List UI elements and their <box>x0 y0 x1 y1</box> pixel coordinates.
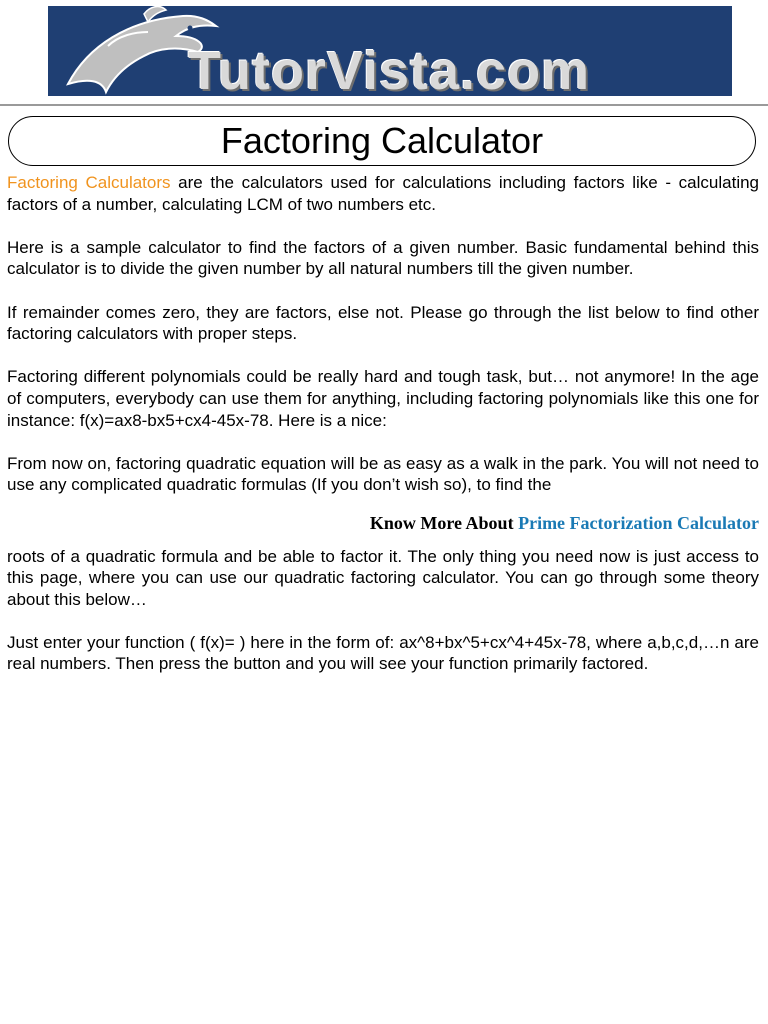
paragraph-5: roots of a quadratic formula and be able to factor it. The only thing you need now is just access to this page, where you can use our quadratic factoring calculator. You can go through some theory about this below… <box>7 546 759 609</box>
paragraph-4: From now on, factoring quadratic equation will be as easy as a walk in the park. You will not need to use any complicated quadratic formulas (If you don’t wish so), to find the <box>7 453 759 495</box>
prime-factorization-link[interactable]: Prime Factorization Calculator <box>518 512 759 533</box>
paragraph-1: Here is a sample calculator to find the factors of a given number. Basic fundamental behind this calculator is to divide the given number by all natural numbers till the given number. <box>7 237 759 279</box>
know-more-line <box>7 512 759 534</box>
header-divider <box>0 104 768 106</box>
paragraph-2: If remainder comes zero, they are factors, else not. Please go through the list below to find other factoring calculators with proper steps. <box>7 302 759 344</box>
intro-text: are the calculators used for calculations including factors like - calculating factors of a number, calculating LCM of two numbers etc. <box>7 173 760 214</box>
banner-brand-text: TutorVista.com <box>188 41 591 96</box>
paragraph-6: Just enter your function ( f(x)= ) here in the form of: ax^8+bx^5+cx^4+45x-78, where a,b,c,d,…n are real numbers. Then press the button and you will see your function primarily factored. <box>7 632 759 674</box>
page-title: Factoring Calculator <box>220 120 544 161</box>
intro-paragraph <box>7 172 759 215</box>
article-body <box>7 172 759 697</box>
paragraph-3: Factoring different polynomials could be really hard and tough task, but… not anymore! In the age of computers, everybody can use them for anything, including factoring polynomials like this one for instance: f(x)=ax8-bx5+cx4-45x-78. Here is a nice: <box>7 367 759 430</box>
tutorvista-banner: TutorVista.com TM <box>48 6 732 96</box>
factoring-calculators-link[interactable]: Factoring Calculators <box>7 173 171 192</box>
know-more-label: Know More About <box>369 512 519 533</box>
title-box <box>8 116 756 166</box>
